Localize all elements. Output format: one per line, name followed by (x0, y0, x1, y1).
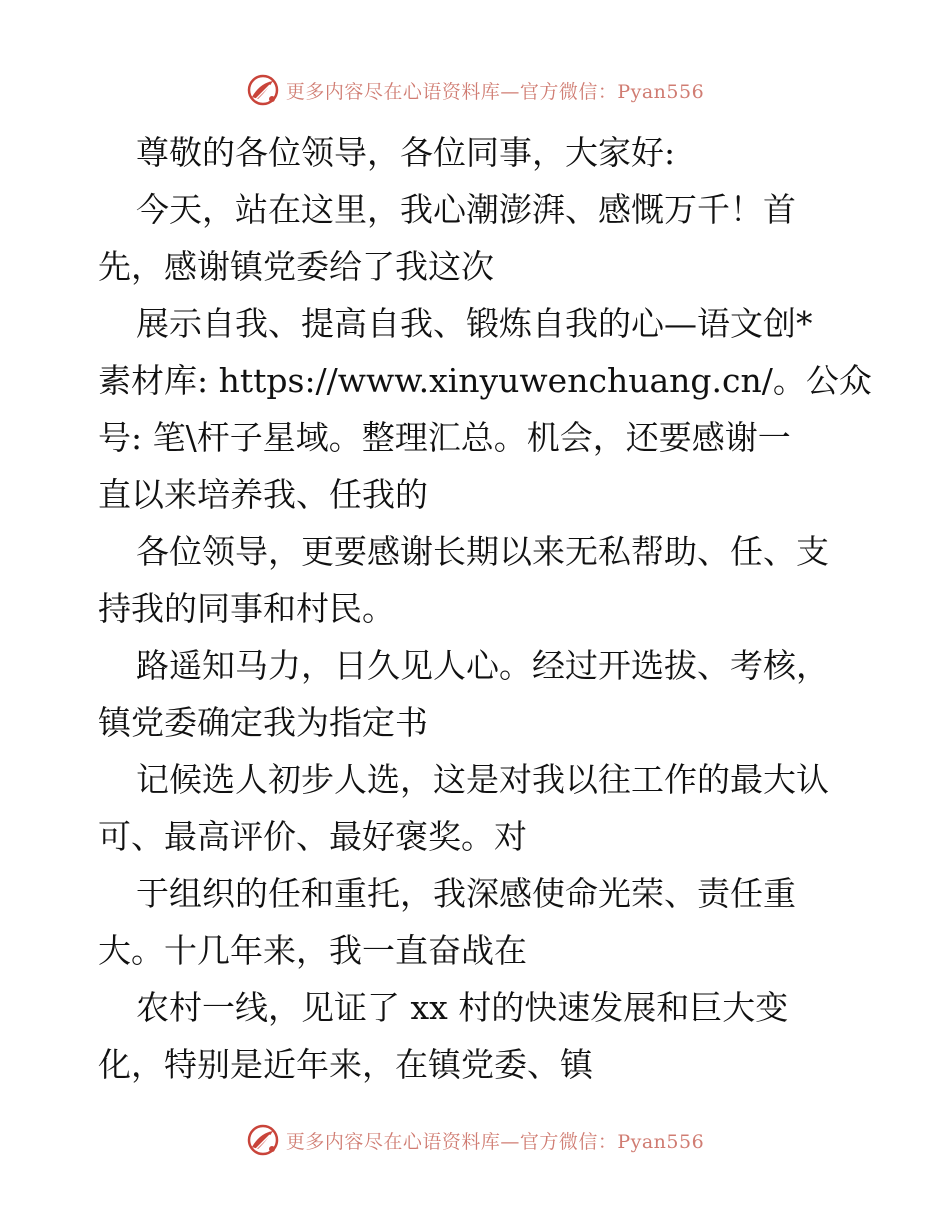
text-line: 先，感谢镇党委给了我这次 (98, 247, 494, 286)
paragraph-5 (98, 637, 858, 751)
text-line: 各位领导，更要感谢长期以来无私帮助、任、支 (136, 532, 829, 571)
text-line: 素材库: https://www.xinyuwenchuang.cn/。公众 (98, 361, 872, 400)
footer-watermark-banner (0, 1120, 950, 1160)
text-line: 镇党委确定我为指定书 (98, 703, 428, 742)
paragraph-8 (98, 979, 858, 1093)
paragraph-7 (98, 865, 858, 979)
text-line: 大。十几年来，我一直奋战在 (98, 931, 527, 970)
watermark-text: 更多内容尽在心语资料库—官方微信：Pyan556 (285, 1130, 705, 1153)
header-watermark-banner (0, 70, 950, 110)
text-line: 号: 笔\杆子星域。整理汇总。机会，还要感谢一 (98, 418, 791, 457)
text-line: 于组织的任和重托，我深感使命光荣、责任重 (136, 874, 796, 913)
paragraph-4 (98, 523, 858, 637)
text-line: 农村一线，见证了 xx 村的快速发展和巨大变 (136, 988, 789, 1027)
document-body (98, 124, 872, 1093)
text-line: 路遥知马力，日久见人心。经过开选拔、考核， (136, 646, 829, 685)
pen-seal-icon (246, 73, 280, 107)
paragraph-2 (98, 181, 858, 295)
text-line: 可、最高评价、最好褒奖。对 (98, 817, 527, 856)
text-line: 尊敬的各位领导，各位同事，大家好: (136, 133, 676, 172)
text-line: 记候选人初步人选，这是对我以往工作的最大认 (136, 760, 829, 799)
paragraph-3 (98, 295, 872, 523)
text-line: 化，特别是近年来，在镇党委、镇 (98, 1045, 593, 1084)
text-line: 今天，站在这里，我心潮澎湃、感慨万千！首 (136, 190, 796, 229)
text-line: 展示自我、提高自我、锻炼自我的心—语文创* (136, 304, 813, 343)
pen-seal-icon (246, 1123, 280, 1157)
text-line: 直以来培养我、任我的 (98, 475, 428, 514)
paragraph-6 (98, 751, 858, 865)
paragraph-1 (98, 124, 858, 181)
text-line: 持我的同事和村民。 (98, 589, 395, 628)
watermark-text: 更多内容尽在心语资料库—官方微信：Pyan556 (285, 80, 705, 103)
